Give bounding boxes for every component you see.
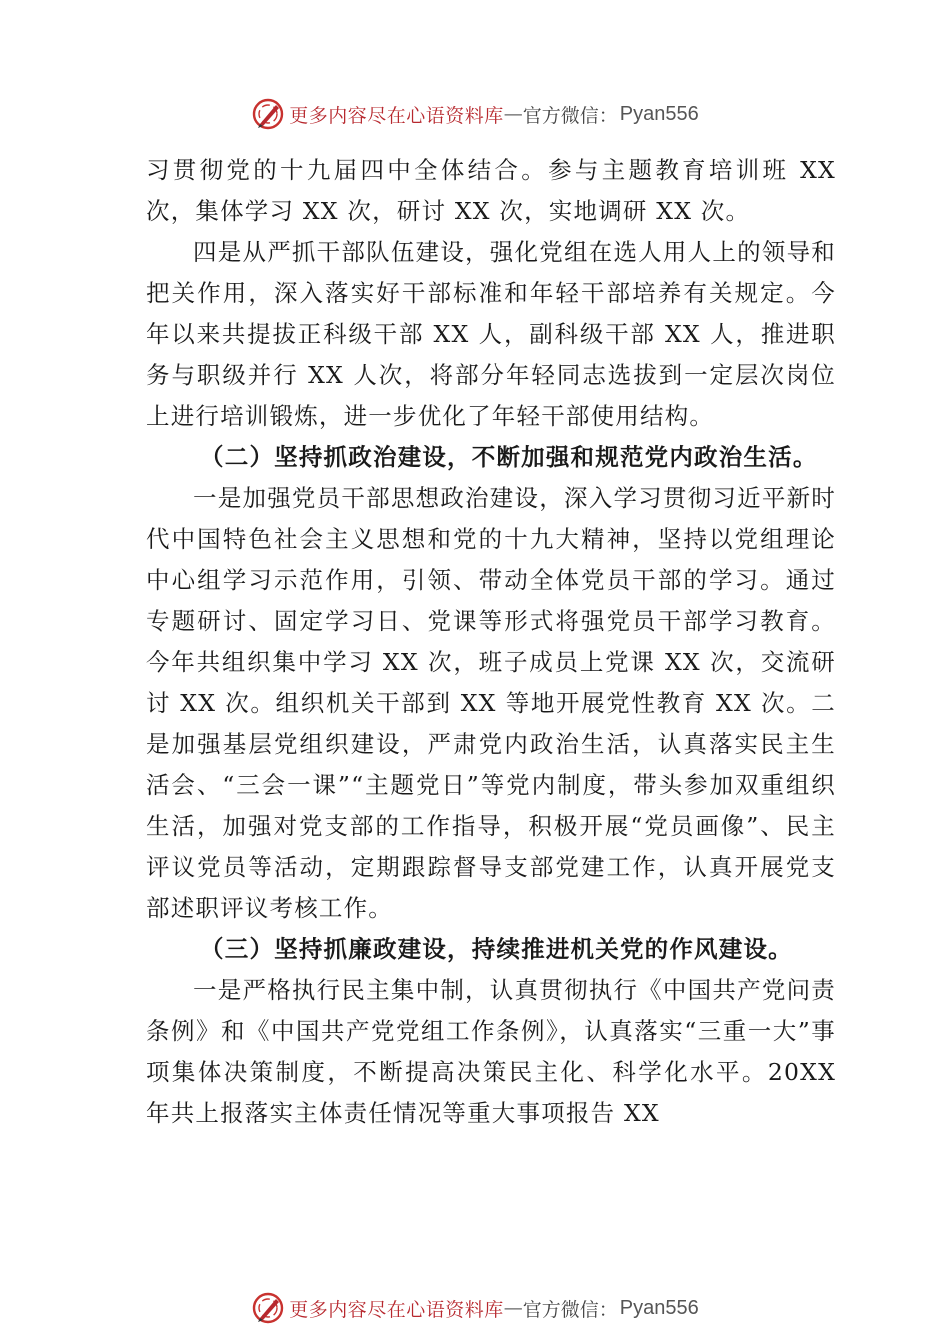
paragraph: 一是严格执行民主集中制，认真贯彻执行《中国共产党问责条例》和《中国共产党党组工作条例》，认真落实“三重一大”事项集体决策制度，不断提高决策民主化、科学化水平。20XX 年共上报落实主体责任情况等重大事项报告 XX <box>146 976 836 1127</box>
paragraph: 四是从严抓干部队伍建设，强化党组在选人用人上的领导和把关作用，深入落实好干部标准和年轻干部培养有关规定。今年以来共提拔正科级干部 XX 人，副科级干部 XX 人，推进职务与职级并行 XX 人次，将部分年轻同志选拔到一定层次岗位上进行培训锻炼，进一步优化了年轻干部使用结构。 <box>146 238 836 430</box>
pen-logo-icon <box>251 97 285 131</box>
header-banner <box>0 94 950 134</box>
banner-separator: — <box>503 1297 523 1319</box>
footer-banner <box>0 1288 950 1328</box>
banner-wechat-id: Pyan556 <box>619 102 699 125</box>
paragraph: 习贯彻党的十九届四中全体结合。参与主题教育培训班 XX 次，集体学习 XX 次，研讨 XX 次，实地调研 XX 次。 <box>146 156 836 225</box>
document-body <box>146 150 836 1134</box>
banner-wechat-id: Pyan556 <box>619 1296 699 1319</box>
banner-wechat-label: 官方微信： <box>522 1298 618 1321</box>
banner-title: 更多内容尽在心语资料库 <box>289 1298 504 1321</box>
pen-logo-icon <box>251 1291 285 1325</box>
section-heading: （二）坚持抓政治建设，不断加强和规范党内政治生活。 <box>200 443 818 471</box>
banner-title: 更多内容尽在心语资料库 <box>289 104 504 127</box>
banner-wechat-label: 官方微信： <box>522 104 618 127</box>
section-heading: （三）坚持抓廉政建设，持续推进机关党的作风建设。 <box>200 935 793 963</box>
paragraph: 一是加强党员干部思想政治建设，深入学习贯彻习近平新时代中国特色社会主义思想和党的十九大精神，坚持以党组理论中心组学习示范作用，引领、带动全体党员干部的学习。通过专题研讨、固定学习日、党课等形式将强党员干部学习教育。今年共组织集中学习 XX 次，班子成员上党课 XX 次，交流研讨 XX 次。组织机关干部到 XX 等地开展党性教育 XX 次。二是加强基层党组织建设，严肃党内政治生活，认真落实民主生活会、“三会一课”“主题党日”等党内制度，带头参加双重组织生活，加强对党支部的工作指导，积极开展“党员画像”、民主评议党员等活动，定期跟踪督导支部党建工作，认真开展党支部述职评议考核工作。 <box>146 484 836 922</box>
banner-separator: — <box>503 103 523 125</box>
